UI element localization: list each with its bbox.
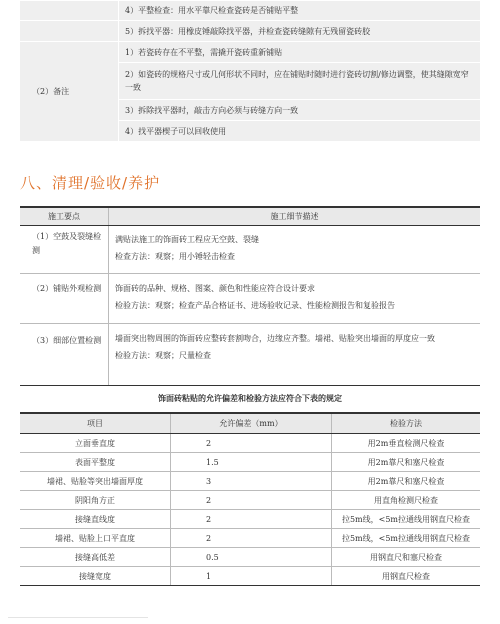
method-cell: 用直角检测尺检查	[332, 491, 481, 510]
table-row	[20, 548, 480, 567]
table-row	[20, 21, 480, 42]
remark-label: （2）备注	[20, 42, 119, 142]
point-cell: （2）铺贴外观检测	[20, 274, 109, 324]
table-row	[20, 1, 480, 21]
detail-line: 满贴法施工的饰面砖工程应无空鼓、裂缝	[115, 235, 259, 244]
tolerance-cell: 2	[171, 491, 332, 510]
tolerance-cell: 1.5	[171, 453, 332, 472]
detail-cell	[109, 226, 481, 274]
note-cell: 2）如瓷砖的规格尺寸或几何形状不同时，应在铺贴时随时进行瓷砖切割/修边调整，使其缝隙宽窄一致	[119, 63, 481, 100]
method-cell: 用2m靠尺和塞尺检查	[332, 472, 481, 491]
construction-points-table	[20, 206, 480, 386]
installation-steps-table	[20, 0, 480, 142]
item-cell: 立面垂直度	[20, 434, 171, 453]
detail-line: 饰面砖的品种、规格、图案、颜色和性能应符合设计要求	[115, 284, 315, 293]
table-row	[20, 567, 480, 586]
detail-cell	[109, 274, 481, 324]
item-cell: 墙裙、贴脸上口平直度	[20, 529, 171, 548]
table-header-row	[20, 207, 480, 226]
item-cell: 接缝直线度	[20, 510, 171, 529]
detail-line: 检验方法：观察；检查产品合格证书、进场验收记录、性能检测报告和复验报告	[115, 301, 395, 310]
note-cell: 1）若瓷砖存在不平整，需撬开瓷砖重新铺贴	[119, 42, 481, 63]
table-row	[20, 42, 480, 63]
tolerance-cell: 1	[171, 567, 332, 586]
column-header: 施工细节描述	[109, 207, 481, 226]
item-cell: 接缝高低差	[20, 548, 171, 567]
method-cell: 拉5m线，<5m拉通线用钢直尺检查	[332, 510, 481, 529]
method-cell: 用2m垂直检测尺检查	[332, 434, 481, 453]
item-cell: 墙裙、贴脸等突出墙面厚度	[20, 472, 171, 491]
note-cell: 3）拆除找平器时，敲击方向必须与砖缝方向一致	[119, 100, 481, 121]
step-cell: 4）平整检查：用水平靠尺检查瓷砖是否铺贴平整	[119, 1, 481, 21]
detail-line: 检查方法：观察；用小锤轻击检查	[115, 252, 235, 261]
note-cell: 4）找平器楔子可以回收使用	[119, 121, 481, 142]
column-header: 允许偏差（mm）	[171, 413, 332, 434]
step-cell: 5）拆找平器：用橡皮锤敲除找平器，并检查瓷砖缝隙有无残留瓷砖胶	[119, 21, 481, 42]
table-row	[20, 529, 480, 548]
method-cell: 用钢直尺检查	[332, 567, 481, 586]
tolerance-cell: 3	[171, 472, 332, 491]
tolerance-cell: 2	[171, 529, 332, 548]
column-header: 检验方法	[332, 413, 481, 434]
method-cell: 拉5m线，<5m拉通线用钢直尺检查	[332, 529, 481, 548]
table-row	[20, 472, 480, 491]
detail-line: 检验方法：观察；尺量检查	[115, 351, 211, 360]
item-cell: 接缝宽度	[20, 567, 171, 586]
item-cell: 表面平整度	[20, 453, 171, 472]
column-header: 项目	[20, 413, 171, 434]
point-cell: （1）空鼓及裂缝检测	[20, 226, 109, 274]
section-heading: 八、清理/验收/养护	[20, 174, 161, 192]
table-row	[20, 453, 480, 472]
detail-cell	[109, 324, 481, 386]
column-header: 施工要点	[20, 207, 109, 226]
detail-line: 墙面突出物周围的饰面砖应整砖套割吻合，边缘应齐整。墙裙、贴脸突出墙面的厚度应一致	[115, 334, 435, 343]
table-caption: 饰面砖粘贴的允许偏差和检验方法应符合下表的规定	[158, 394, 342, 403]
table-header-row	[20, 413, 480, 434]
tolerance-cell: 2	[171, 434, 332, 453]
method-cell: 用钢直尺和塞尺检查	[332, 548, 481, 567]
table-row	[20, 510, 480, 529]
footer-divider	[8, 617, 148, 618]
tolerance-table	[20, 412, 480, 586]
empty-label-cell	[20, 1, 119, 21]
table-row	[20, 226, 480, 274]
table-row	[20, 274, 480, 324]
item-cell: 阴阳角方正	[20, 491, 171, 510]
tolerance-cell: 0.5	[171, 548, 332, 567]
point-cell: （3）细部位置检测	[20, 324, 109, 386]
table-row	[20, 434, 480, 453]
method-cell: 用2m靠尺和塞尺检查	[332, 453, 481, 472]
table-row	[20, 324, 480, 386]
empty-label-cell	[20, 21, 119, 42]
table-row	[20, 491, 480, 510]
tolerance-cell: 2	[171, 510, 332, 529]
